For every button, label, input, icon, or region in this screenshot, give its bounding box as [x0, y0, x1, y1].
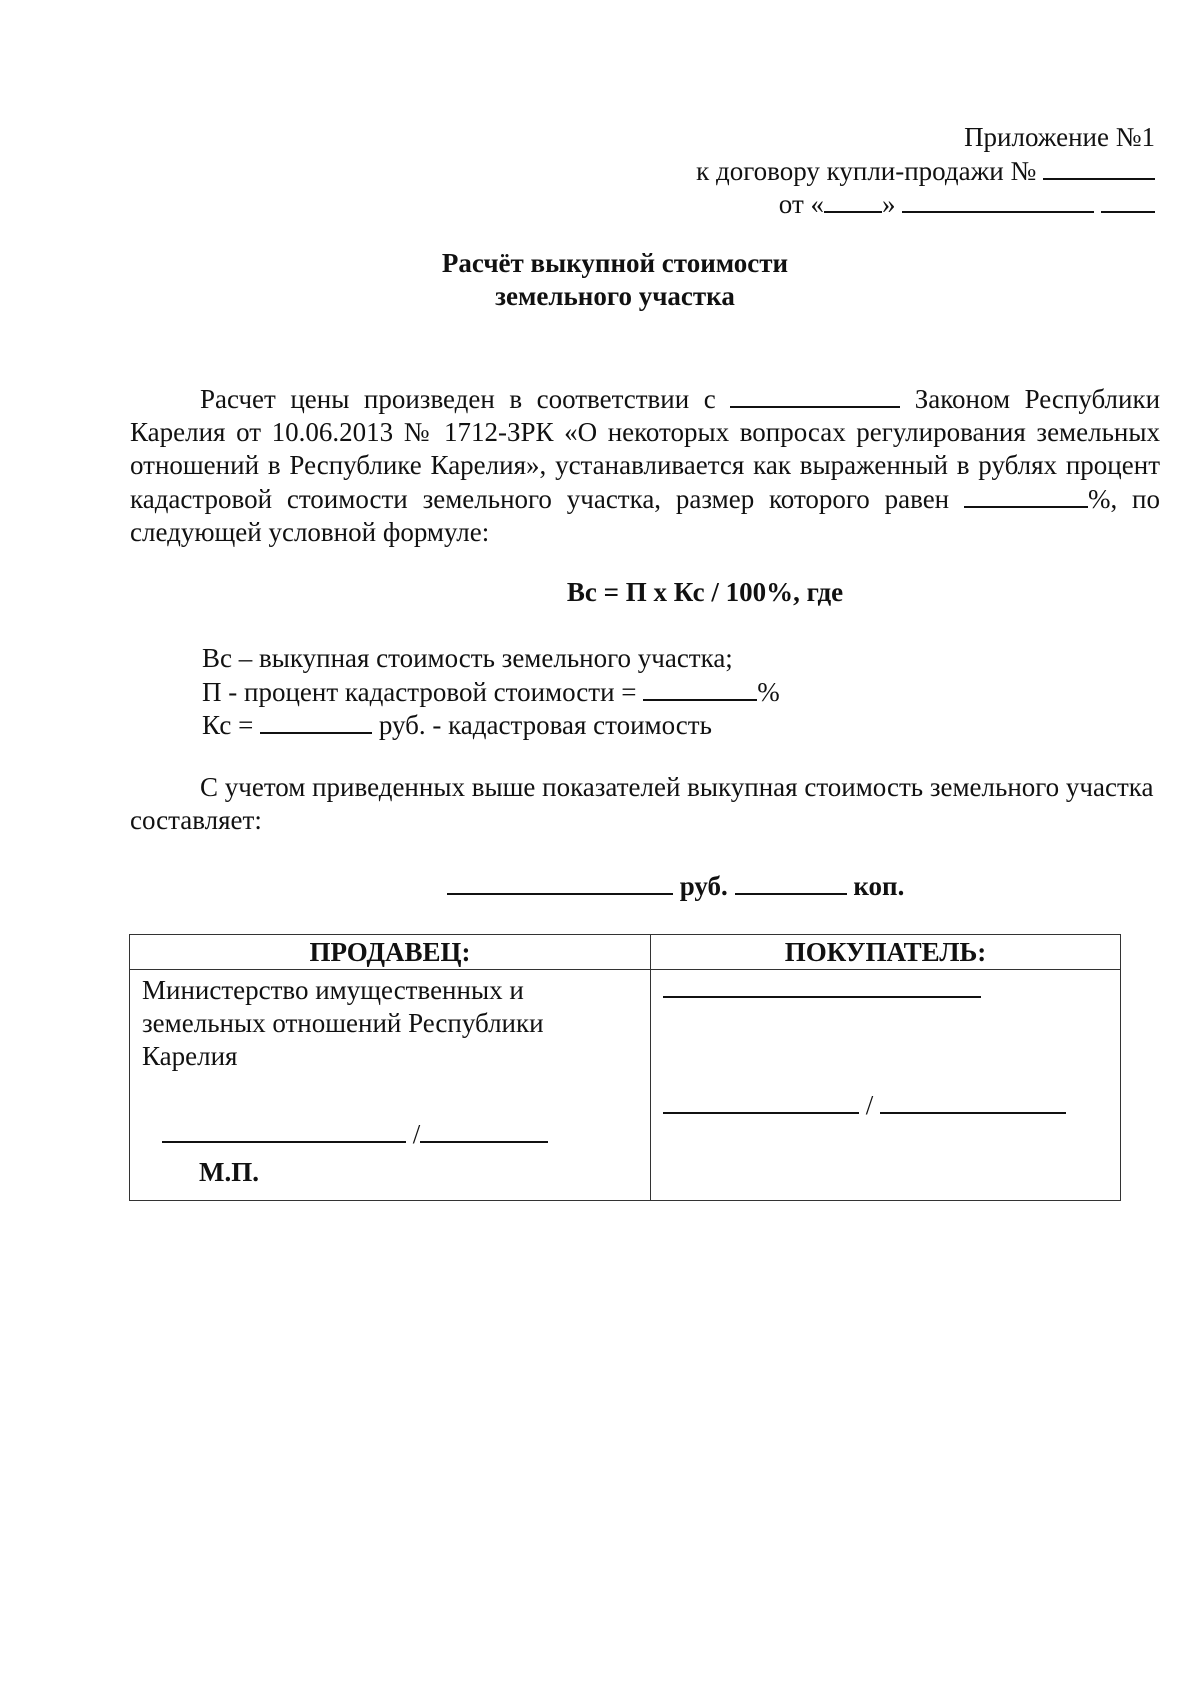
- signatures-table: [129, 934, 1121, 1201]
- total-amount-line: [447, 869, 904, 903]
- buyer-header: ПОКУПАТЕЛЬ:: [651, 935, 1121, 970]
- date-prefix: от «: [778, 189, 824, 219]
- buyer-name-line: [663, 972, 981, 1006]
- document-title: [0, 247, 1200, 313]
- definition-vs-text: Вс – выкупная стоимость земельного участка;: [202, 643, 733, 673]
- percent-blank[interactable]: [964, 482, 1088, 508]
- rub-blank[interactable]: [447, 869, 673, 895]
- law-blank[interactable]: [730, 382, 900, 408]
- percent-value-blank[interactable]: [643, 675, 757, 701]
- appendix-number: Приложение №1: [964, 122, 1155, 152]
- seller-signature-line: [162, 1117, 548, 1151]
- seller-signature-slash: /: [412, 1119, 421, 1149]
- rub-label: руб.: [679, 871, 728, 901]
- date-mid: »: [882, 189, 896, 219]
- cadastral-value-blank[interactable]: [260, 708, 372, 734]
- buyer-signature-line: [663, 1088, 1066, 1122]
- contract-number-blank[interactable]: [1043, 154, 1155, 180]
- seller-cell: [130, 970, 651, 1201]
- kop-blank[interactable]: [735, 869, 847, 895]
- definition-p-text: П - процент кадастровой стоимости =: [202, 677, 637, 707]
- paragraph-text-1: Расчет цены произведен в соответствии с: [200, 384, 716, 414]
- stamp-label: М.П.: [199, 1157, 259, 1187]
- definition-vs: [202, 642, 1002, 675]
- date-month-blank[interactable]: [902, 187, 1094, 213]
- contract-label: к договору купли-продажи №: [696, 156, 1037, 186]
- definition-ks: [202, 708, 1002, 741]
- appendix-label: [964, 121, 1155, 154]
- definitions: [202, 642, 1002, 741]
- definition-ks-suffix: руб. - кадастровая стоимость: [378, 710, 712, 740]
- formula: Вс = П х Кс / 100%, где: [566, 577, 844, 607]
- contract-line: [696, 154, 1155, 188]
- buyer-cell: [651, 970, 1121, 1201]
- kop-label: коп.: [853, 871, 905, 901]
- buyer-signature-blank[interactable]: [663, 1088, 859, 1114]
- paragraph-text-2: Законом Республики Карелия от 10.06.2013 № 1712-ЗРК «О некоторых вопросах регулирования земельных отношений в Республике Карелия», устанавливается как выраженный в рублях процент кадастровой стоимости земельного участка, размер которого равен: [130, 384, 1161, 514]
- buyer-decoding-blank[interactable]: [880, 1088, 1066, 1114]
- contract-date-line: [779, 187, 1155, 221]
- seller-name: Министерство имущественных и земельных отношений Республики Карелия: [142, 975, 544, 1071]
- title-line-1: Расчёт выкупной стоимости: [441, 248, 789, 278]
- buyer-name-blank[interactable]: [663, 972, 981, 998]
- definition-p: [202, 675, 1002, 708]
- buyer-signature-slash: /: [865, 1090, 874, 1120]
- date-day-blank[interactable]: [824, 187, 882, 213]
- definition-ks-prefix: Кс =: [202, 710, 254, 740]
- date-year-blank[interactable]: [1101, 187, 1155, 213]
- seller-signature-blank[interactable]: [162, 1117, 406, 1143]
- total-paragraph: С учетом приведенных выше показателей выкупная стоимость земельного участка составляет:: [130, 772, 1154, 835]
- percent-sign: %: [757, 677, 780, 707]
- seller-name-blank[interactable]: [420, 1117, 548, 1143]
- paragraph-text-3: %, по следующей условной формуле:: [130, 484, 1161, 547]
- seller-header: ПРОДАВЕЦ:: [130, 935, 651, 970]
- calculation-paragraph: [130, 382, 1160, 549]
- title-line-2: земельного участка: [495, 281, 735, 311]
